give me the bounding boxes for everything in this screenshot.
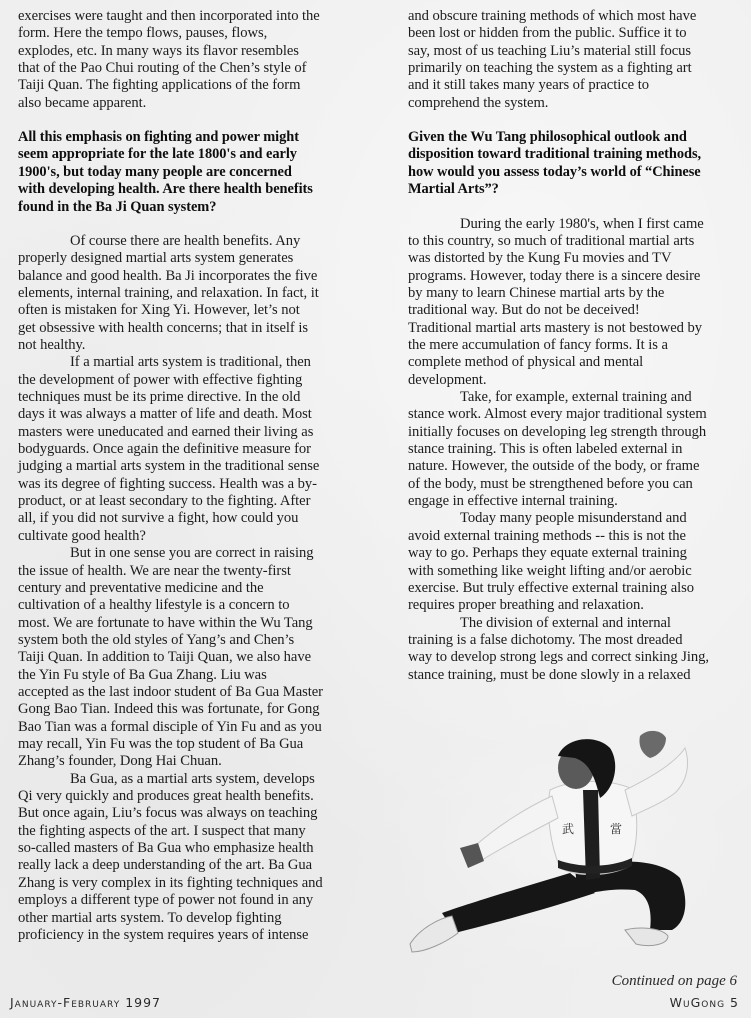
paragraph-line: stance work. Almost every major traditional system xyxy=(408,406,707,423)
paragraph-line: not healthy. xyxy=(18,336,86,353)
paragraph-line: elements, internal training, and relaxation. In fact, it xyxy=(18,284,319,301)
paragraph-line: development. xyxy=(408,371,487,388)
paragraph-line: Taiji Quan. In addition to Taiji Quan, we also have xyxy=(18,649,312,666)
paragraph-line: to this country, so much of traditional martial arts xyxy=(408,232,695,249)
paragraph-line: and obscure training methods of which most have xyxy=(408,8,697,24)
interview-question-line: Martial Arts”? xyxy=(408,181,499,198)
paragraph-line: balance and good health. Ba Ji incorporates the five xyxy=(18,267,318,284)
footer-issue-date: January-February 1997 xyxy=(10,995,162,1010)
paragraph-line: way to develop strong legs and correct sinking Jing, xyxy=(408,649,709,666)
interview-question-line: how would you assess today’s world of “Chinese xyxy=(408,163,701,180)
continued-note: Continued on page 6 xyxy=(611,973,737,989)
paragraph-line: The division of external and internal xyxy=(460,614,671,631)
paragraph-line: avoid external training methods -- this is not the xyxy=(408,527,686,544)
paragraph-line: But once again, Liu’s focus was always on teaching xyxy=(18,805,318,822)
interview-question-line: with developing health. Are there health benefits xyxy=(18,181,313,198)
paragraph-line: masters were uneducated and earned their living as xyxy=(18,423,314,440)
paragraph-line: training is a false dichotomy. The most dreaded xyxy=(408,631,683,648)
paragraph-line: days it was always a matter of life and death. Most xyxy=(18,406,312,423)
paragraph-line: initially focuses on developing leg strength through xyxy=(408,423,707,440)
paragraph-line: traditional way. But do not be deceived! xyxy=(408,302,640,319)
paragraph-line: the fighting aspects of the art. I suspect that many xyxy=(18,822,306,839)
paragraph-line: also became apparent. xyxy=(18,94,147,111)
paragraph-line: was its degree of fighting success. Health was a by- xyxy=(18,475,317,492)
interview-question-line: All this emphasis on fighting and power might xyxy=(18,129,299,146)
paragraph-line: programs. However, today there is a sincere desire xyxy=(408,267,701,284)
paragraph-line: Gong Bao Tian. Indeed this was fortunate, for Gong xyxy=(18,701,320,718)
paragraph-line: with something like weight lifting and/or aerobic xyxy=(408,562,692,579)
paragraph-line: form. Here the tempo flows, pauses, flows, xyxy=(18,25,268,42)
paragraph-line: stance training, must be done slowly in a relaxed xyxy=(408,666,691,683)
paragraph-line: comprehend the system. xyxy=(408,94,549,111)
interview-question-line: Given the Wu Tang philosophical outlook and xyxy=(408,129,687,146)
paragraph-line: that of the Pao Chui routing of the Chen’s style of xyxy=(18,60,307,77)
paragraph-line: exercises were taught and then incorporated into the xyxy=(18,8,320,24)
paragraph-line: the mere accumulation of fancy forms. It is a xyxy=(408,336,668,353)
paragraph-line: so-called masters of Ba Gua who emphasize health xyxy=(18,840,314,857)
interview-question-line: seem appropriate for the late 1800's and early xyxy=(18,146,297,163)
paragraph-line: product, or at least secondary to the fighting. After xyxy=(18,493,311,510)
paragraph-line: may recall, Yin Fu was the top student of Ba Gua xyxy=(18,736,304,752)
interview-question-line: found in the Ba Ji Quan system? xyxy=(18,198,217,215)
paragraph-line: say, most of us teaching Liu’s material still focus xyxy=(408,42,692,59)
paragraph-line: exercise. But truly effective external training also xyxy=(408,579,695,596)
paragraph-line: way to go. Perhaps they equate external training xyxy=(408,545,687,562)
paragraph-line: complete method of physical and mental xyxy=(408,354,644,371)
paragraph-line: Taiji Quan. The fighting applications of the form xyxy=(18,77,301,94)
paragraph-line: properly designed martial arts system generates xyxy=(18,250,294,267)
paragraph-line: Zhang is very complex in its fighting techniques and xyxy=(18,874,323,891)
paragraph-line: really lack a deep understanding of the art. Ba Gua xyxy=(18,857,313,874)
paragraph-line: Bao Tian was a formal disciple of Yin Fu and as you xyxy=(18,718,322,735)
paragraph-line: proficiency in the system requires years of intense xyxy=(18,926,309,943)
paragraph-line: Take, for example, external training and xyxy=(460,389,692,405)
martial-artist-photo xyxy=(400,718,740,970)
paragraph-line: explodes, etc. In many ways its flavor resembles xyxy=(18,42,299,59)
paragraph-line: Zhang’s founder, Dong Hai Chuan. xyxy=(18,753,222,770)
paragraph-line: Ba Gua, as a martial arts system, develops xyxy=(70,770,315,787)
paragraph-line: Qi very quickly and produces great health benefits. xyxy=(18,788,314,805)
paragraph-line: most. We are fortunate to have within the Wu Tang xyxy=(18,614,313,631)
paragraph-line: Today many people misunderstand and xyxy=(460,510,687,527)
paragraph-line: and it still takes many years of practice to xyxy=(408,77,649,94)
paragraph-line: cultivation of a healthy lifestyle is a concern to xyxy=(18,597,290,614)
paragraph-line: engage in effective internal training. xyxy=(408,493,618,510)
paragraph-line: employs a different type of power not found in any xyxy=(18,892,314,909)
paragraph-line: If a martial arts system is traditional, then xyxy=(70,354,311,371)
paragraph-line: But in one sense you are correct in raising xyxy=(70,545,314,562)
paragraph-line: of the body, must be strengthened before you can xyxy=(408,475,693,492)
paragraph-line: During the early 1980's, when I first came xyxy=(460,215,704,232)
paragraph-line: cultivate good health? xyxy=(18,527,146,544)
paragraph-line: been lost or hidden from the public. Suffice it to xyxy=(408,25,687,42)
paragraph-line: techniques must be its prime directive. In the old xyxy=(18,389,301,405)
paragraph-line: get obsessive with health concerns; that in itself is xyxy=(18,319,308,336)
paragraph-line: Traditional martial arts mastery is not bestowed by xyxy=(408,319,703,336)
paragraph-line: requires proper breathing and relaxation. xyxy=(408,597,644,614)
svg-text:武: 武 xyxy=(562,822,575,836)
paragraph-line: accepted as the last indoor student of Ba Gua Master xyxy=(18,683,323,700)
paragraph-line: by many to learn Chinese martial arts by the xyxy=(408,284,665,301)
svg-text:當: 當 xyxy=(610,822,623,836)
interview-question-line: disposition toward traditional training methods, xyxy=(408,146,702,163)
paragraph-line: nature. However, the outside of the body, or frame xyxy=(408,458,700,475)
paragraph-line: was distorted by the Kung Fu movies and TV xyxy=(408,250,672,267)
paragraph-line: judging a martial arts system in the traditional sense xyxy=(18,458,320,475)
paragraph-line: bodyguards. Once again the definitive measure for xyxy=(18,441,311,458)
footer-page-number: WuGong 5 xyxy=(669,995,739,1010)
paragraph-line: primarily on teaching the system as a fighting art xyxy=(408,60,692,77)
paragraph-line: Of course there are health benefits. Any xyxy=(70,232,301,249)
paragraph-line: other martial arts system. To develop fighting xyxy=(18,909,282,926)
paragraph-line: the Yin Fu style of Ba Gua Zhang. Liu was xyxy=(18,666,267,683)
paragraph-line: all, if you did not survive a fight, how could you xyxy=(18,510,299,527)
interview-question-line: 1900's, but today many people are concerned xyxy=(18,163,292,180)
paragraph-line: the development of power with effective fighting xyxy=(18,371,303,388)
paragraph-line: system both the old styles of Yang’s and Chen’s xyxy=(18,631,295,648)
paragraph-line: stance training. This is often labeled external in xyxy=(408,441,683,458)
paragraph-line: the issue of health. We are near the twenty-first xyxy=(18,562,291,579)
paragraph-line: century and preventative medicine and the xyxy=(18,579,264,596)
paragraph-line: often is mistaken for Xing Yi. However, let’s not xyxy=(18,302,300,319)
